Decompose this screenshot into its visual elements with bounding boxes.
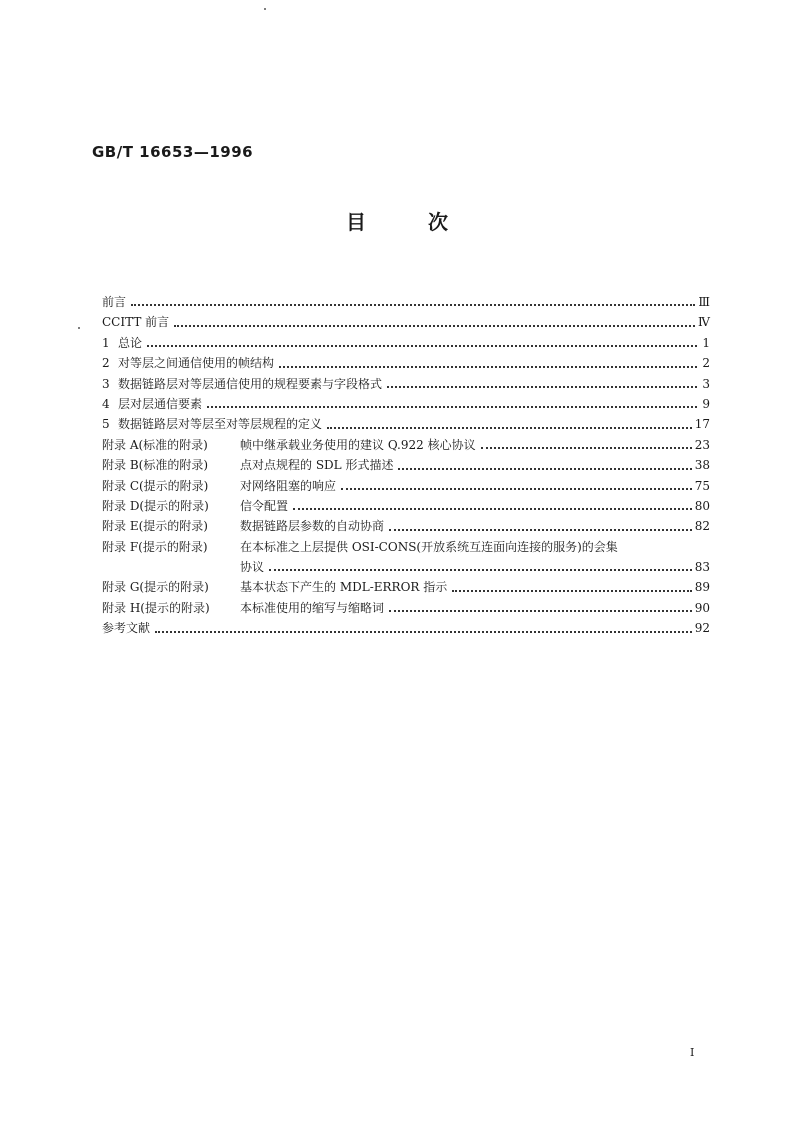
footer-page-number: I <box>690 1046 695 1059</box>
toc-label: 数据链路层对等层通信使用的规程要素与字段格式 <box>118 376 383 391</box>
toc-page-number: 75 <box>694 478 710 493</box>
dot-leader <box>147 345 697 347</box>
dot-leader <box>207 406 697 408</box>
toc-page-number: 83 <box>694 560 710 575</box>
toc-page-number: 80 <box>694 498 710 513</box>
dot-leader <box>155 631 692 633</box>
toc-annex-label: 附录 E(提示的附录) <box>102 519 208 534</box>
toc-entry-chapter-2[interactable] <box>102 353 710 373</box>
dot-leader <box>481 447 692 449</box>
dot-leader <box>293 508 692 510</box>
toc-number: 3 <box>102 376 110 391</box>
toc-label: 点对点规程的 SDL 形式描述 <box>240 458 394 473</box>
dot-leader <box>387 386 697 388</box>
dot-leader <box>279 366 697 368</box>
title-char-1: 目 <box>346 210 366 234</box>
dot-leader <box>174 325 695 327</box>
toc-label: 本标准使用的缩写与缩略词 <box>240 600 385 615</box>
toc-number: 4 <box>102 396 110 411</box>
page-title <box>0 206 794 235</box>
toc-page-number: 89 <box>694 580 710 595</box>
toc-annex-label: 附录 D(提示的附录) <box>102 498 209 513</box>
toc-label: 基本状态下产生的 MDL-ERROR 指示 <box>240 580 448 595</box>
toc-entry-annex-c[interactable] <box>102 476 710 496</box>
scan-speck <box>78 327 80 329</box>
dot-leader <box>452 590 691 592</box>
toc-page-number: 92 <box>694 621 710 636</box>
toc-page-number: 23 <box>694 437 710 452</box>
toc-entry-chapter-1[interactable] <box>102 333 710 353</box>
title-char-2: 次 <box>428 210 448 234</box>
toc-label: 层对层通信要素 <box>118 396 203 411</box>
toc-entry-preface[interactable] <box>102 292 710 312</box>
table-of-contents <box>102 292 710 639</box>
toc-label: 在本标准之上层提供 OSI-CONS(开放系统互连面向连接的服务)的会集 <box>240 539 618 554</box>
toc-label: 数据链路层参数的自动协商 <box>240 519 385 534</box>
dot-leader <box>389 610 692 612</box>
toc-entry-annex-e[interactable] <box>102 516 710 536</box>
toc-page-number: Ⅲ <box>698 294 710 309</box>
toc-label: 前言 <box>102 294 127 309</box>
toc-annex-label: 附录 H(提示的附录) <box>102 600 210 615</box>
dot-leader <box>389 529 692 531</box>
toc-entry-ccitt-preface[interactable] <box>102 312 710 332</box>
toc-label: 协议 <box>240 560 265 575</box>
toc-page-number: 90 <box>694 600 710 615</box>
toc-annex-label: 附录 G(提示的附录) <box>102 580 209 595</box>
dot-leader <box>269 569 692 571</box>
dot-leader <box>131 304 695 306</box>
toc-entry-annex-b[interactable] <box>102 455 710 475</box>
toc-entry-annex-a[interactable] <box>102 435 710 455</box>
toc-entry-annex-d[interactable] <box>102 496 710 516</box>
toc-page-number: Ⅳ <box>698 315 710 330</box>
toc-label: 数据链路层对等层至对等层规程的定义 <box>118 417 323 432</box>
toc-label: CCITT 前言 <box>102 315 170 330</box>
toc-annex-label: 附录 B(标准的附录) <box>102 458 208 473</box>
toc-annex-label: 附录 A(标准的附录) <box>102 437 208 452</box>
toc-entry-annex-f[interactable] <box>102 537 710 557</box>
toc-page-number: 82 <box>694 519 710 534</box>
toc-entry-annex-h[interactable] <box>102 598 710 618</box>
toc-label: 对网络阻塞的响应 <box>240 478 337 493</box>
toc-entry-references[interactable] <box>102 618 710 638</box>
toc-page-number: 3 <box>702 376 710 391</box>
toc-page-number: 9 <box>702 396 710 411</box>
toc-entry-annex-f-continued[interactable] <box>102 557 710 577</box>
toc-entry-chapter-5[interactable] <box>102 414 710 434</box>
toc-page-number: 38 <box>694 458 710 473</box>
dot-leader <box>398 468 691 470</box>
toc-label: 对等层之间通信使用的帧结构 <box>118 356 275 371</box>
toc-number: 2 <box>102 356 110 371</box>
toc-number: 1 <box>102 335 110 350</box>
toc-label: 总论 <box>118 335 143 350</box>
toc-entry-annex-g[interactable] <box>102 577 710 597</box>
standard-code: GB/T 16653—1996 <box>92 143 254 161</box>
scan-speck <box>264 8 266 10</box>
toc-label: 信令配置 <box>240 498 289 513</box>
dot-leader <box>327 427 692 429</box>
toc-page-number: 1 <box>702 335 710 350</box>
toc-number: 5 <box>102 417 110 432</box>
toc-entry-chapter-4[interactable] <box>102 394 710 414</box>
toc-page-number: 2 <box>702 356 710 371</box>
toc-label: 帧中继承载业务使用的建议 Q.922 核心协议 <box>240 437 476 452</box>
toc-page-number: 17 <box>694 417 710 432</box>
toc-annex-label: 附录 C(提示的附录) <box>102 478 209 493</box>
toc-annex-label: 附录 F(提示的附录) <box>102 539 208 554</box>
toc-label: 参考文献 <box>102 621 151 636</box>
toc-entry-chapter-3[interactable] <box>102 374 710 394</box>
dot-leader <box>341 488 692 490</box>
